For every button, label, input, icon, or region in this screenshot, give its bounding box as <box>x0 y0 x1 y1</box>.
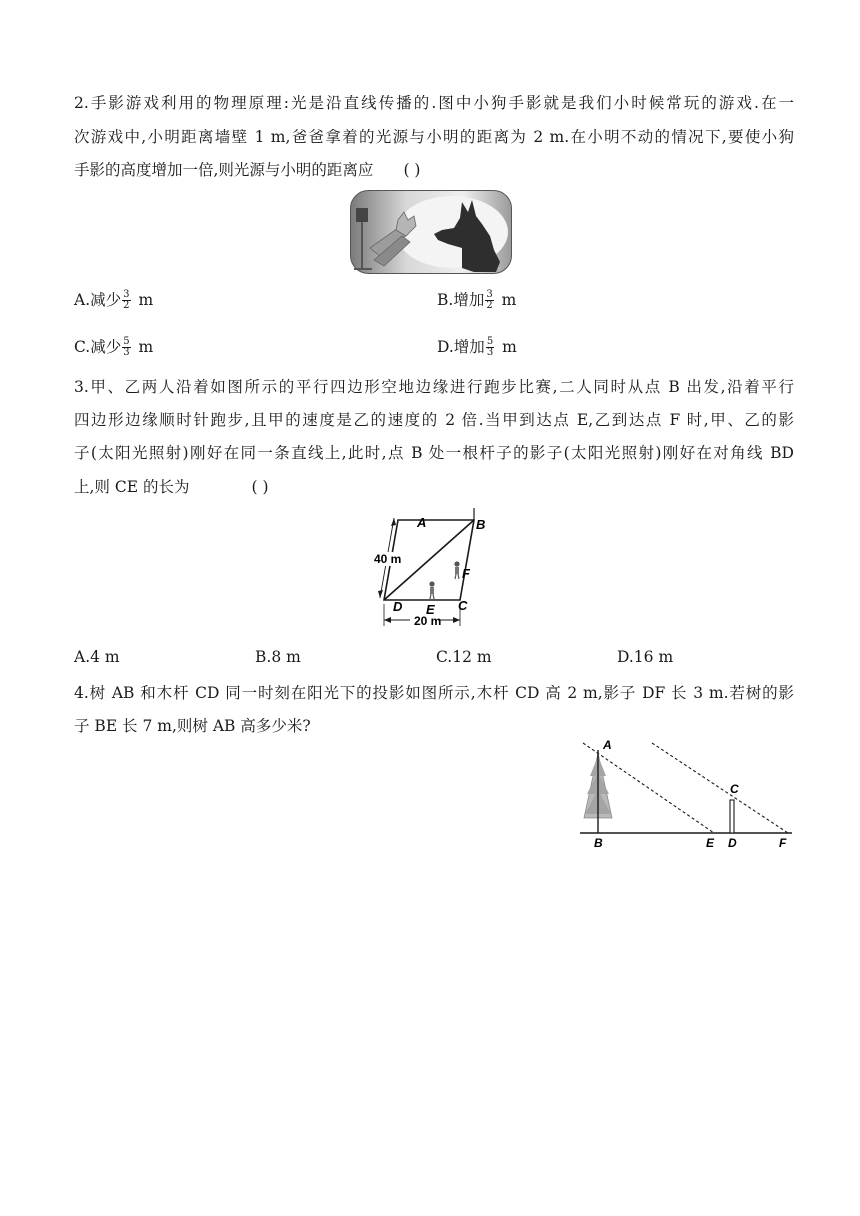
label-B: B <box>476 517 486 532</box>
label-B: B <box>594 836 603 850</box>
q3-line-1: 3.甲、乙两人沿着如图所示的平行四边形空地边缘进行跑步比赛,二人同时从点 B 出发,沿着平行 <box>74 378 794 396</box>
label-E: E <box>426 602 435 617</box>
q4-line-2: 子 BE 长 7 m,则树 AB 高多少米? <box>74 717 311 735</box>
fraction: $\frac{5}{3}$ <box>123 335 130 358</box>
fraction: $\frac{3}{2}$ <box>123 288 130 311</box>
parallelogram-figure <box>370 508 500 632</box>
q3-option-b[interactable]: B.8 m <box>255 648 301 666</box>
label-A: A <box>603 738 612 752</box>
q2-answer-paren: ( ) <box>403 161 421 179</box>
q3-line-4-text: 上,则 CE 的长为 <box>74 478 190 496</box>
dim-20m: 20 m <box>414 614 442 628</box>
q3-line-2: 四边形边缘顺时针跑步,且甲的速度是乙的速度的 2 倍.当甲到达点 E,乙到达点 F 时,甲、乙的影 <box>74 411 794 429</box>
q2-option-b[interactable]: B.增加 $\frac{3}{2}$ m <box>437 288 517 311</box>
dim-40m: 40 m <box>374 552 402 566</box>
q2-line-3-text: 手影的高度增加一倍,则光源与小明的距离应 <box>74 161 374 179</box>
q3-line-4 <box>74 477 794 497</box>
q2-option-c[interactable]: C.减少 $\frac{5}{3}$ m <box>74 335 154 358</box>
label-F: F <box>779 836 787 850</box>
q4-line-1: 4.树 AB 和木杆 CD 同一时刻在阳光下的投影如图所示,木杆 CD 高 2 m,影子 DF 长 3 m.若树的影 <box>74 684 794 702</box>
label-D: D <box>728 836 737 850</box>
q3-line-3: 子(太阳光照射)刚好在同一条直线上,此时,点 B 处一根杆子的影子(太阳光照射)刚好在对角线 BD <box>74 444 794 462</box>
q2-line-3 <box>74 160 794 180</box>
q2-option-d[interactable]: D.增加 $\frac{5}{3}$ m <box>437 335 517 358</box>
q2-line-1: 2.手影游戏利用的物理原理:光是沿直线传播的.图中小狗手影就是我们小时候常玩的游戏.在一 <box>74 94 794 112</box>
q3-answer-paren: ( ) <box>251 478 269 496</box>
q2-line-2: 次游戏中,小明距离墙壁 1 m,爸爸拿着的光源与小明的距离为 2 m.在小明不动的情况下,要使小狗 <box>74 128 794 146</box>
fraction: $\frac{5}{3}$ <box>486 335 494 358</box>
fraction: $\frac{3}{2}$ <box>486 288 493 311</box>
label-D: D <box>393 599 403 614</box>
label-F: F <box>462 566 470 581</box>
q3-option-c[interactable]: C.12 m <box>436 648 492 666</box>
label-C: C <box>730 782 739 796</box>
label-C: C <box>458 598 468 613</box>
label-E: E <box>706 836 715 850</box>
label-A: A <box>417 515 427 530</box>
q3-option-a[interactable]: A.4 m <box>74 648 120 666</box>
q2-option-a[interactable]: A.减少 $\frac{3}{2}$ m <box>74 288 154 311</box>
q3-option-d[interactable]: D.16 m <box>617 648 674 666</box>
hand-shadow-image <box>350 190 512 274</box>
tree-shadow-figure <box>578 736 794 852</box>
